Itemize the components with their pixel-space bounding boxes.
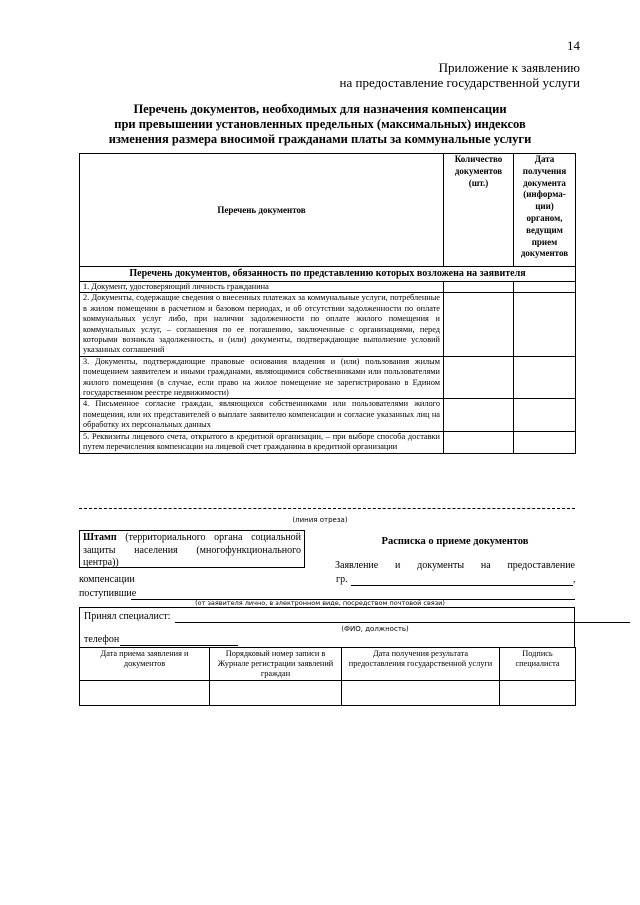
receipt-header-number: Порядковый номер записи в Журнале регистрации заявлений граждан: [210, 648, 342, 681]
receipt-cell[interactable]: [210, 681, 342, 706]
stamp-text: (территориального органа социальной защиты населения (многофункционального центра)): [83, 532, 301, 568]
title-line-2: при превышении установленных предельных (максимальных) индексов: [114, 117, 526, 131]
receipt-header-signature: Подпись специалиста: [500, 648, 576, 681]
section-header: Перечень документов, обязанность по представлению которых возложена на заявителя: [80, 267, 576, 282]
title-line-3: изменения размера вносимой гражданами платы за коммунальные услуги: [108, 132, 532, 146]
cut-line: [79, 508, 575, 509]
date-cell: [514, 356, 576, 399]
receipt-cell[interactable]: [500, 681, 576, 706]
accepted-label: Принял специалист:: [84, 611, 171, 622]
phone-label: телефон: [84, 634, 120, 645]
received-label: поступившие: [79, 588, 137, 599]
word: Заявление: [335, 560, 379, 571]
count-cell: [444, 356, 514, 399]
cut-line-label: (линия отреза): [292, 516, 348, 524]
application-line: [335, 560, 575, 571]
receipt-title: Расписка о приеме документов: [381, 536, 529, 547]
specialist-box: [79, 607, 575, 647]
date-cell: [514, 399, 576, 431]
doc-cell: 4. Письменное согласие граждан, являющихся собственниками или пользователями жилого помещения, или их представителей о выплате заявителю компенсации и согласие указанных лиц на обработку их персональных данных: [80, 399, 444, 431]
compensation-label: компенсации: [79, 574, 135, 585]
fio-note: (ФИО, должность): [341, 625, 409, 633]
word: и: [395, 560, 401, 571]
count-cell: [444, 293, 514, 356]
date-cell: [514, 431, 576, 453]
doc-cell: 2. Документы, содержащие сведения о внесенных платежах за коммунальные услуги, потребленные в жилом помещении в расчетном и базовом периодах, и об отсутствии задолженности по оплате коммунальных услуг либо, при наличии задолженности по оплате жилого помещения и коммунальных услуг, – соглашения по ее погашению, заключенные с организациями, перед которыми возникла задолженность, и (или) документы, подтверждающие выполнение условий указанных соглашений: [80, 293, 444, 356]
table-row: [80, 431, 576, 453]
header-count: Количество документов (шт.): [444, 154, 514, 267]
stamp-label: Штамп: [83, 532, 117, 543]
phone-field[interactable]: [120, 645, 238, 646]
count-cell: [444, 431, 514, 453]
receipt-table: [79, 647, 576, 706]
receipt-header-result-date: Дата получения результата предоставления государственной услуги: [342, 648, 500, 681]
word: на: [480, 560, 491, 571]
stamp-box: [79, 530, 305, 568]
page-number: 14: [567, 38, 580, 53]
word: предоставление: [507, 560, 575, 571]
title-line-1: Перечень документов, необходимых для назначения компенсации: [133, 102, 507, 116]
receipt-cell[interactable]: [342, 681, 500, 706]
received-line: [79, 588, 575, 599]
documents-table: [79, 153, 576, 454]
citizen-name-field[interactable]: [351, 585, 573, 586]
citizen-label: гр.: [336, 574, 348, 585]
date-cell: [514, 282, 576, 293]
specialist-field[interactable]: [175, 622, 630, 623]
table-row: [80, 293, 576, 356]
received-note: (от заявителя лично, в электронном виде, посредством почтовой связи): [195, 599, 445, 607]
doc-cell: 3. Документы, подтверждающие правовые основания владения и (или) пользования жилым помещением заявителем и иными гражданами, являющимися собственниками или пользователями жилого помещения (в случае, если право на жилое помещение не зарегистрировано в Едином государственном реестре недвижимости): [80, 356, 444, 399]
doc-cell: 5. Реквизиты лицевого счета, открытого в кредитной организации, – при выборе способа доставки путем перечисления компенсации на лицевой счет гражданина в кредитной организации: [80, 431, 444, 453]
count-cell: [444, 282, 514, 293]
word: документы: [417, 560, 465, 571]
table-row: [80, 681, 576, 706]
doc-cell: 1. Документ, удостоверяющий личность гражданина: [80, 282, 444, 293]
table-row: [80, 399, 576, 431]
table-row: [80, 356, 576, 399]
header-date: Дата получения документа (информа-ции) органом, ведущим прием документов: [514, 154, 576, 267]
receipt-cell[interactable]: [80, 681, 210, 706]
appendix-line-1: Приложение к заявлению: [438, 60, 580, 75]
table-row: [80, 282, 576, 293]
header-docs: Перечень документов: [80, 154, 444, 267]
appendix-line-2: на предоставление государственной услуги: [339, 75, 580, 90]
comma: ,: [573, 574, 576, 585]
count-cell: [444, 399, 514, 431]
receipt-header-date: Дата приема заявления и документов: [80, 648, 210, 681]
date-cell: [514, 293, 576, 356]
